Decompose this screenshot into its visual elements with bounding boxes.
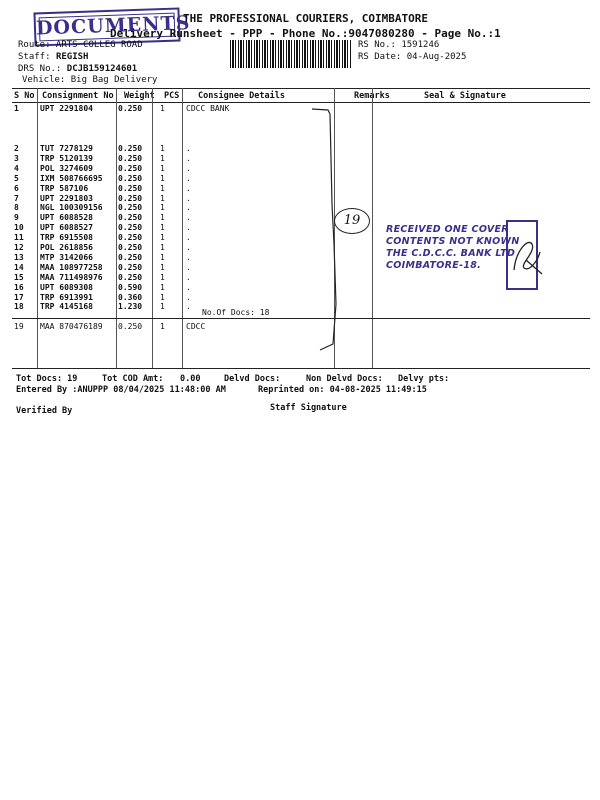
row-consignment: TRP 4145168 (40, 302, 93, 312)
row-consignee: CDCC BANK (186, 104, 230, 113)
row-weight: 0.250 (118, 203, 143, 213)
row-sno: 11 (14, 233, 24, 243)
row-weight: 0.250 (118, 193, 143, 203)
company-name: THE PROFESSIONAL COURIERS, COIMBATORE (183, 12, 429, 25)
staff-label: Staff: (18, 52, 51, 62)
row-consignee: . (186, 252, 191, 262)
row-consignee: . (186, 213, 191, 223)
row-pcs: 1 (160, 282, 165, 292)
route: Route: ARTS COLLEG ROAD (18, 40, 143, 50)
row-pcs: 1 (160, 252, 165, 262)
staff-name: REGISH (55, 52, 89, 62)
verified-by: Verified By (16, 406, 73, 416)
row-consignment: MTP 3142066 (40, 252, 93, 262)
row-pcs: 1 (160, 262, 165, 272)
row-pcs: 1 (160, 302, 165, 312)
table-row (0, 302, 600, 312)
row-sno: 16 (14, 282, 24, 292)
row-consignee: . (186, 163, 191, 173)
drs-number: DCJB159124601 (66, 64, 138, 74)
col-consignee: Consignee Details (196, 89, 352, 103)
row-sno: 2 (14, 144, 19, 153)
row-sno: 10 (14, 223, 24, 233)
row-pcs: 1 (160, 243, 165, 252)
row-weight: 0.250 (118, 243, 143, 252)
drs-line (18, 64, 137, 74)
row-consignment: TRP 6913991 (40, 292, 93, 302)
row-pcs: 1 (160, 203, 165, 213)
row-pcs: 1 (160, 213, 165, 223)
table-bottom-rule (12, 368, 590, 369)
received-stamp-text: RECEIVED ONE COVER CONTENTS NOT KNOWN THE C.D.C.C. BANK LTD COIMBATORE-18. (386, 224, 520, 271)
no-of-docs: No.Of Docs: 18 (202, 308, 270, 317)
table-row (0, 164, 600, 174)
row-consignment: POL 3274609 (40, 163, 93, 173)
row-sno: 18 (14, 302, 24, 312)
tot-docs: Tot Docs: 19 (16, 374, 78, 384)
row-sno: 8 (14, 203, 19, 213)
row-consignee: . (186, 144, 191, 153)
row-weight: 0.590 (118, 282, 143, 292)
row-weight: 0.250 (118, 173, 143, 183)
row-pcs: 1 (160, 322, 165, 331)
row-weight: 0.250 (118, 153, 143, 163)
table-row (0, 154, 600, 164)
row-pcs: 1 (160, 233, 165, 243)
rs-number: RS No.: 1591246 (358, 40, 440, 50)
row-weight: 0.250 (118, 183, 143, 193)
handwritten-count: 19 (334, 208, 370, 234)
table-row (0, 174, 600, 184)
row-pcs: 1 (160, 144, 165, 153)
vehicle: Vehicle: Big Bag Delivery (22, 75, 158, 85)
row-consignee: . (186, 282, 191, 292)
runsheet-title: Delivery Runsheet - PPP - Phone No.:9047080280 - Page No.:1 (110, 27, 501, 40)
row-sno: 19 (14, 322, 24, 331)
row-consignee: . (186, 302, 191, 312)
row-weight: 1.230 (118, 302, 143, 312)
row-consignee: . (186, 153, 191, 163)
documents-stamp: DOCUMENTS (33, 7, 180, 46)
row-pcs: 1 (160, 173, 165, 183)
row-sno: 7 (14, 193, 19, 203)
reprinted-on: Reprinted on: 04-08-2025 11:49:15 (258, 385, 427, 395)
runsheet-table-header (12, 88, 590, 103)
col-seal: Seal & Signature (404, 89, 590, 103)
row-consignee: . (186, 243, 191, 252)
row-divider (12, 318, 590, 319)
table-row (0, 144, 600, 154)
table-row (0, 322, 600, 332)
row-sno: 5 (14, 173, 19, 183)
row-sno: 4 (14, 163, 19, 173)
row-consignment: NGL 100309156 (40, 203, 103, 213)
row-weight: 0.250 (118, 163, 143, 173)
col-sno: S No (12, 89, 40, 103)
row-sno: 6 (14, 183, 19, 193)
row-consignee: . (186, 262, 191, 272)
row-consignee: . (186, 173, 191, 183)
non-delvd-docs: Non Delvd Docs: (306, 374, 383, 384)
staff-signature: Staff Signature (270, 403, 347, 413)
row-weight: 0.250 (118, 144, 143, 153)
row-consignment: MAA 711498976 (40, 272, 103, 282)
col-consignment: Consignment No (40, 89, 122, 103)
row-consignment: POL 2618856 (40, 243, 93, 252)
row-consignment: UPT 2291804 (40, 104, 93, 113)
row-sno: 14 (14, 262, 24, 272)
row-sno: 1 (14, 104, 19, 113)
row-consignment: MAA 870476189 (40, 322, 103, 331)
row-weight: 0.250 (118, 233, 143, 243)
col-pcs: PCS (162, 89, 196, 103)
row-sno: 17 (14, 292, 24, 302)
handwritten-signature (506, 230, 546, 280)
row-sno: 13 (14, 252, 24, 262)
row-consignee: . (186, 223, 191, 233)
tot-cod-label: Tot COD Amt: (102, 374, 164, 384)
staff-line (18, 52, 88, 62)
table-row (0, 203, 600, 213)
tot-cod-amount: 0.00 (180, 374, 201, 384)
row-sno: 9 (14, 213, 19, 223)
rs-date: RS Date: 04-Aug-2025 (358, 52, 467, 62)
row-consignment: MAA 108977258 (40, 262, 103, 272)
row-pcs: 1 (160, 163, 165, 173)
row-consignment: UPT 2291803 (40, 193, 93, 203)
col-weight: Weight (122, 89, 162, 103)
drs-label: DRS No.: (18, 64, 62, 74)
row-pcs: 1 (160, 153, 165, 163)
row-consignment: UPT 6088528 (40, 213, 93, 223)
row-weight: 0.250 (118, 213, 143, 223)
row-consignee: . (186, 183, 191, 193)
row-weight: 0.360 (118, 292, 143, 302)
row-consignment: TUT 7278129 (40, 144, 93, 153)
row-consignee: . (186, 203, 191, 213)
row-consignee: . (186, 272, 191, 282)
entered-by: Entered By :ANUPPP 08/04/2025 11:48:00 AM (16, 385, 226, 395)
row-weight: 0.250 (118, 104, 143, 113)
row-weight: 0.250 (118, 272, 143, 282)
row-consignment: IXM 508766695 (40, 173, 103, 183)
row-consignment: TRP 587106 (40, 183, 89, 193)
delvy-pts: Delvy pts: (398, 374, 450, 384)
table-row (0, 184, 600, 194)
col-remarks: Remarks (352, 89, 404, 103)
row-weight: 0.250 (118, 262, 143, 272)
row-consignment: UPT 6089308 (40, 282, 93, 292)
row-pcs: 1 (160, 292, 165, 302)
row-weight: 0.250 (118, 322, 143, 331)
row-pcs: 1 (160, 183, 165, 193)
row-consignee: . (186, 292, 191, 302)
row-consignment: TRP 5120139 (40, 153, 93, 163)
row-pcs: 1 (160, 104, 165, 113)
table-row (0, 194, 600, 204)
row-weight: 0.250 (118, 252, 143, 262)
row-sno: 15 (14, 272, 24, 282)
row-consignee: . (186, 193, 191, 203)
row-pcs: 1 (160, 223, 165, 233)
row-sno: 12 (14, 243, 24, 252)
table-row (0, 293, 600, 303)
row-pcs: 1 (160, 272, 165, 282)
row-pcs: 1 (160, 193, 165, 203)
delvd-docs: Delvd Docs: (224, 374, 281, 384)
table-row (0, 104, 600, 114)
row-sno: 3 (14, 153, 19, 163)
row-consignment: TRP 6915508 (40, 233, 93, 243)
row-consignee: CDCC (186, 322, 206, 331)
row-weight: 0.250 (118, 223, 143, 233)
row-consignee: . (186, 233, 191, 243)
row-consignment: UPT 6088527 (40, 223, 93, 233)
barcode (230, 40, 352, 68)
